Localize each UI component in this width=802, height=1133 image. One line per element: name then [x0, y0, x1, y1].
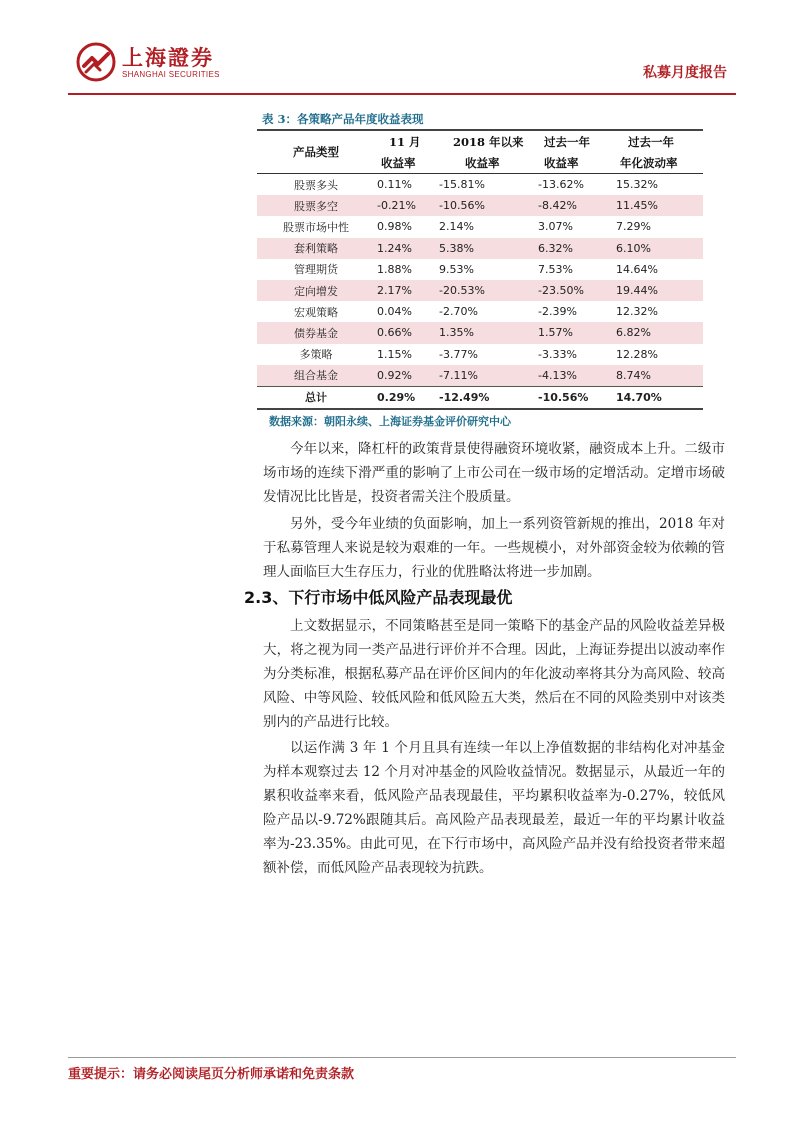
header-nov-line2: 收益率: [375, 152, 437, 174]
row-1y: 1.57%: [536, 322, 614, 343]
table-source-note: 数据来源：朝阳永续、上海证券基金评价研究中心: [269, 415, 511, 428]
total-nov: 0.29%: [375, 386, 437, 409]
row-1y: -13.62%: [538, 178, 584, 192]
paragraph-3: 上文数据显示，不同策略甚至是同一策略下的基金产品的风险收益差异极大，将之视为同一类产品进行评价并不合理。因此，上海证券提出以波动率作为分类标准，根据私募产品在评价区间内的年化波动率将其分为高风险、较高风险、中等风险、较低风险和低风险五大类，然后在不同的风险类别中对该类别内的产品进行比较。: [263, 618, 725, 730]
row-category: 套利策略: [257, 238, 375, 259]
row-1y: -23.50%: [536, 280, 614, 301]
row-category: 股票多空: [257, 195, 375, 216]
row-1y: -3.33%: [538, 347, 577, 361]
row-ytd: -7.11%: [437, 365, 536, 387]
table-row: [257, 216, 703, 237]
row-1y: 6.32%: [536, 238, 614, 259]
row-category: 组合基金: [257, 365, 375, 387]
row-category: 管理期货: [294, 263, 338, 277]
total-ytd: -12.49%: [437, 386, 536, 409]
header-vol-line1: 过去一年: [614, 130, 703, 152]
row-1y: -2.39%: [538, 305, 577, 319]
row-category: 多策略: [299, 348, 333, 362]
row-ytd: -2.70%: [439, 305, 478, 319]
row-1y: -8.42%: [536, 195, 614, 216]
header-1y-line2: 收益率: [536, 152, 614, 174]
row-ytd: -20.53%: [437, 280, 536, 301]
row-ytd: -10.56%: [437, 195, 536, 216]
row-vol: 14.64%: [616, 262, 658, 276]
header-ytd-line2: 收益率: [437, 152, 536, 174]
row-ytd: 5.38%: [437, 238, 536, 259]
logo-chinese-name: 上海證券: [122, 45, 214, 70]
table-title: 表 3：各策略产品年度收益表现: [262, 112, 424, 126]
logo-emblem-icon: [76, 42, 116, 82]
row-vol: 6.82%: [614, 322, 703, 343]
row-1y: 3.07%: [538, 220, 573, 234]
header-divider: [68, 93, 736, 95]
table-row: [257, 301, 703, 322]
table-header-row: [257, 130, 703, 152]
header-nov-line1: 11 月: [375, 130, 437, 152]
table-row: [257, 344, 703, 365]
section-heading: 2.3、下行市场中低风险产品表现最优: [244, 588, 513, 607]
report-type-title: 私募月度报告: [643, 65, 727, 81]
table-row: [257, 280, 703, 301]
row-vol: 12.28%: [616, 347, 658, 361]
row-category: 宏观策略: [294, 305, 338, 319]
row-vol: 15.32%: [616, 178, 658, 192]
brand-logo: [76, 42, 236, 86]
table-row: [257, 238, 703, 259]
row-nov: 0.11%: [377, 178, 412, 192]
header-category: 产品类型: [257, 130, 375, 174]
paragraph-1: 今年以来，降杠杆的政策背景使得融资环境收紧，融资成本上升。二级市场市场的连续下滑严重的影响了上市公司在一级市场的定增活动。定增市场破发情况比比皆是，投资者需关注个股质量。: [263, 441, 725, 505]
logo-english-name: SHANGHAI SECURITIES: [122, 70, 220, 79]
row-nov: 0.66%: [375, 322, 437, 343]
total-1y: -10.56%: [536, 386, 614, 409]
row-nov: 1.88%: [377, 262, 412, 276]
row-ytd: -15.81%: [439, 178, 485, 192]
row-category: 债券基金: [257, 322, 375, 343]
row-nov: -0.21%: [375, 195, 437, 216]
row-ytd: 2.14%: [439, 220, 474, 234]
header-vol-line2: 年化波动率: [614, 152, 703, 174]
table-row: [257, 365, 703, 387]
row-ytd: 1.35%: [437, 322, 536, 343]
table-total-row: [257, 386, 703, 409]
row-nov: 0.04%: [377, 305, 412, 319]
row-nov: 0.98%: [377, 220, 412, 234]
row-category: 股票多头: [294, 178, 338, 192]
row-vol: 6.10%: [614, 238, 703, 259]
row-1y: -4.13%: [536, 365, 614, 387]
header-1y-line1: 过去一年: [536, 130, 614, 152]
row-vol: 12.32%: [616, 305, 658, 319]
table-row: [257, 195, 703, 216]
row-ytd: -3.77%: [439, 347, 478, 361]
table-row: [257, 174, 703, 196]
table-row: [257, 322, 703, 343]
header-ytd-line1: 2018 年以来: [437, 130, 536, 152]
row-vol: 19.44%: [614, 280, 703, 301]
footer-divider: [68, 1057, 736, 1058]
table-row: [257, 259, 703, 280]
row-category: 定向增发: [257, 280, 375, 301]
row-ytd: 9.53%: [439, 262, 474, 276]
disclaimer-note: 重要提示：请务必阅读尾页分析师承诺和免责条款: [68, 1067, 355, 1082]
row-nov: 0.92%: [375, 365, 437, 387]
row-1y: 7.53%: [538, 262, 573, 276]
total-vol: 14.70%: [614, 386, 703, 409]
row-vol: 11.45%: [614, 195, 703, 216]
row-vol: 7.29%: [616, 220, 651, 234]
row-category: 股票市场中性: [283, 220, 349, 234]
paragraph-4: 以运作满 3 年 1 个月且具有连续一年以上净值数据的非结构化对冲基金为样本观察过去 12 个月对冲基金的风险收益情况。数据显示，从最近一年的累积收益率来看，低风险产品表现最佳，平均累积收益率为-0.27%，较低风险产品以-9.72%跟随其后。高风险产品表现最差，最近一年的平均累计收益率为-23.35%。由此可见，在下行市场中，高风险产品并没有给投资者带来超额补偿，而低风险产品表现较为抗跌。: [263, 740, 725, 876]
row-vol: 8.74%: [614, 365, 703, 387]
strategy-performance-table: [257, 129, 703, 410]
total-category: 总计: [257, 386, 375, 409]
row-nov: 2.17%: [375, 280, 437, 301]
row-nov: 1.24%: [375, 238, 437, 259]
paragraph-2: 另外，受今年业绩的负面影响，加上一系列资管新规的推出，2018 年对于私募管理人来说是较为艰难的一年。一些规模小，对外部资金较为依赖的管理人面临巨大生存压力，行业的优胜略汰将进一步加剧。: [263, 516, 725, 580]
row-nov: 1.15%: [377, 347, 412, 361]
